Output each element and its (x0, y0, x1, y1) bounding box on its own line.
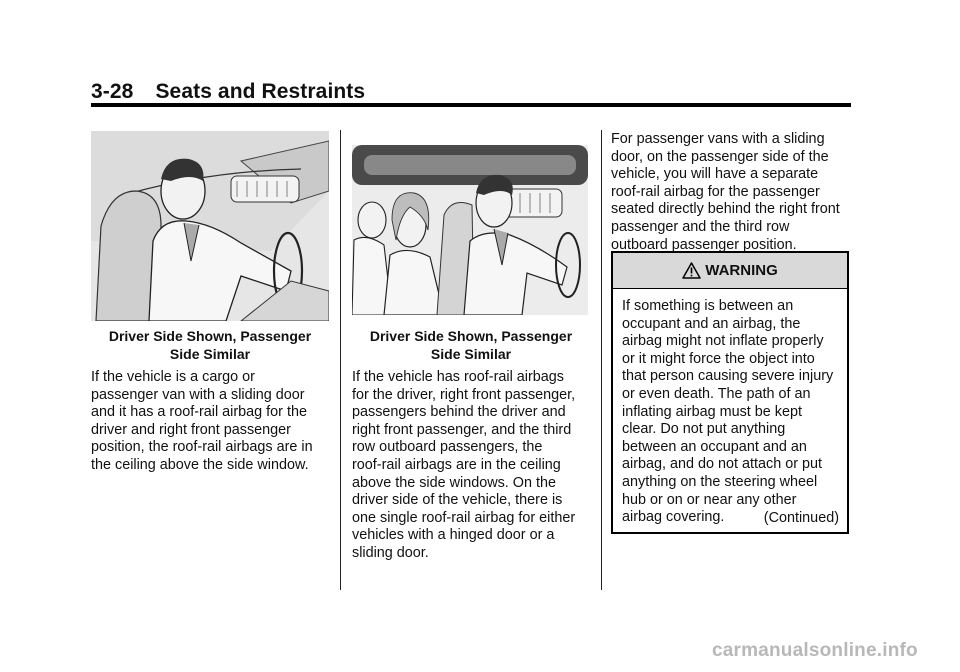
warning-box (611, 251, 849, 534)
column-divider-1 (340, 130, 341, 590)
driver-airbag-illustration (91, 131, 329, 321)
section-title: Seats and Restraints (155, 80, 366, 103)
occupants-airbag-illustration (352, 145, 588, 315)
watermark: carmanualsonline.info (712, 640, 918, 661)
warning-header (613, 253, 847, 289)
page-number: 3-28 (91, 80, 134, 103)
column2-paragraph: If the vehicle has roof-rail airbags for the driver, right front passenger, passengers behind the driver and right front passenger, and the third row outboard passengers, the roof-rail airbags are in the ceiling above the side windows. On the driver side of the vehicle, there is one single roof-rail airbag for either vehicles with a hinged door or a sliding door. (352, 369, 576, 561)
figure1-caption: Driver Side Shown, Passenger Side Similar (108, 328, 312, 362)
figure2-caption: Driver Side Shown, Passenger Side Similar (369, 328, 573, 362)
column-divider-2 (601, 130, 602, 590)
continued-label: (Continued) (763, 510, 839, 526)
warning-triangle-icon (682, 262, 701, 279)
header-rule (91, 103, 851, 107)
column1-paragraph: If the vehicle is a cargo or passenger van with a sliding door and it has a roof-rail airbag for the driver and right front passenger position, the roof-rail airbags are in the ceiling above the side window. (91, 369, 313, 473)
column3-paragraph: For passenger vans with a sliding door, on the passenger side of the vehicle, you will have a separate roof-rail airbag for the passenger seated directly behind the right front passenger and the third row outboard passenger position. (611, 131, 840, 253)
warning-text: If something is between an occupant and an airbag, the airbag might not inflate properly or it might force the object into that person causing severe injury or even death. The path of an inflating airbag must be kept clear. Do not put anything between an occupant and an airbag, and do not attach or put anything on the steering wheel hub or on or near any other airbag covering. (622, 298, 834, 526)
warning-title: WARNING (705, 262, 778, 279)
